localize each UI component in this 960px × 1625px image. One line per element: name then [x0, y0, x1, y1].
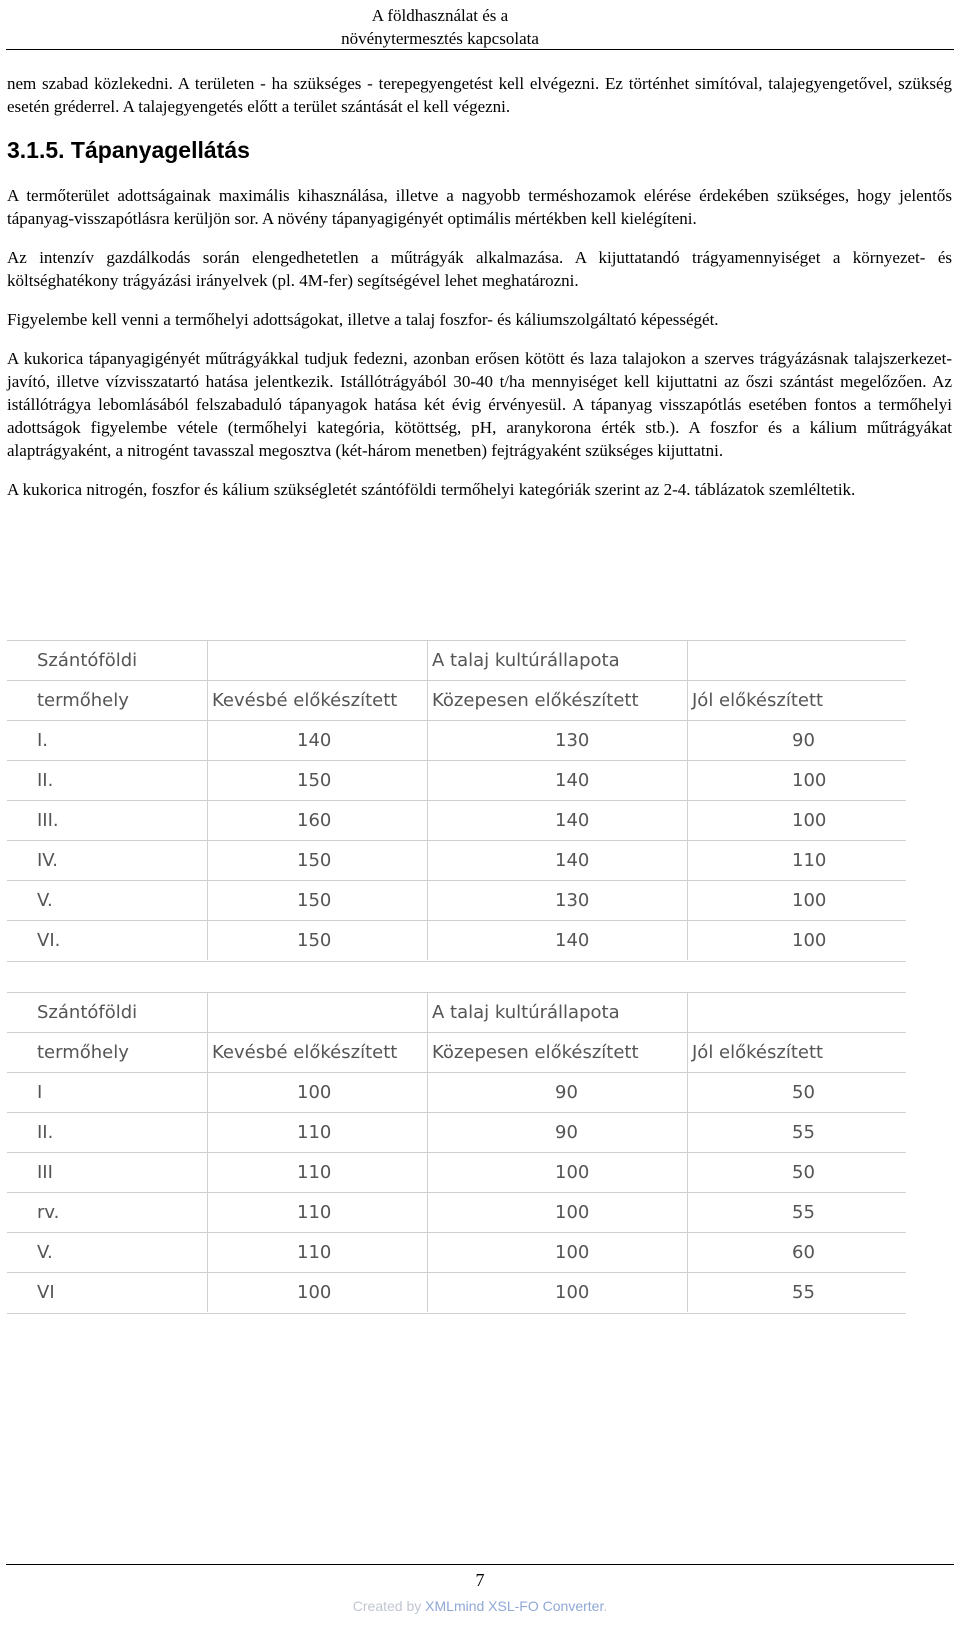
table-cell: 150: [297, 930, 332, 951]
header-cell: Kevésbé előkészített: [212, 690, 398, 711]
table-cell: 90: [555, 1082, 578, 1103]
table-cell: 150: [297, 770, 332, 791]
table-cell: 110: [297, 1122, 332, 1143]
header-cell: Közepesen előkészített: [432, 690, 639, 711]
table-cell: 150: [297, 850, 332, 871]
intro-paragraph: nem szabad közlekedni. A területen - ha szükséges - terepegyengetést kell elvégezni. Ez történhet simítóval, talajegyengetővel, szükség esetén gréderrel. A talajegyengetés előtt a terület szántását el kell végezni.: [7, 74, 952, 116]
table-cell: 50: [792, 1082, 815, 1103]
paragraph-1: A termőterület adottságainak maximális kihasználása, illetve a nagyobb terméshozamok elérése érdekében szükséges, hogy jelentős tápanyag-visszapótlásra kerüljön sor. A növény tápanyagigényét optimális mértékben kell kielégíteni.: [7, 186, 952, 228]
table-cell: 90: [792, 730, 815, 751]
table-cell: 130: [555, 730, 590, 751]
nitrogen-table: [7, 640, 906, 960]
table-row: [7, 1152, 906, 1193]
paragraph-5: A kukorica nitrogén, foszfor és kálium szükségletét szántóföldi termőhelyi kategóriák szerint az 2-4. táblázatok szemléltetik.: [7, 480, 856, 499]
table-cell: II.: [37, 1122, 54, 1143]
table-row: [7, 920, 906, 962]
creator-suffix: .: [603, 1598, 608, 1614]
header-line-2: növénytermesztés kapcsolata: [341, 29, 539, 48]
table-row: [7, 1232, 906, 1273]
page-number: 7: [475, 1570, 485, 1590]
header-line-1: A földhasználat és a: [371, 6, 509, 25]
table-cell: 160: [297, 810, 332, 831]
header-cell: termőhely: [37, 690, 129, 711]
table-cell: 130: [555, 890, 590, 911]
footer-rule: [6, 1564, 954, 1565]
table-cell: IV.: [37, 850, 59, 871]
table-cell: 50: [792, 1162, 815, 1183]
running-header: [310, 4, 570, 50]
table-row: [7, 1112, 906, 1153]
table-cell: I: [37, 1082, 43, 1103]
table-cell: 100: [792, 930, 827, 951]
table-header-row-2: [7, 680, 906, 721]
header-cell: Szántóföldi: [37, 1002, 138, 1023]
header-cell: Jól előkészített: [692, 690, 824, 711]
table-row: [7, 1072, 906, 1113]
table-cell: 55: [792, 1282, 815, 1303]
header-cell: Jól előkészített: [692, 1042, 824, 1063]
table-row: [7, 760, 906, 801]
table-row: [7, 1272, 906, 1314]
table-cell: 110: [297, 1202, 332, 1223]
table-row: [7, 1192, 906, 1233]
table-cell: V.: [37, 890, 53, 911]
table-cell: 100: [555, 1162, 590, 1183]
table-cell: 140: [555, 850, 590, 871]
header-cell: Szántóföldi: [37, 650, 138, 671]
phosphorus-table: [7, 992, 906, 1312]
table-cell: 100: [297, 1082, 332, 1103]
table-row: [7, 800, 906, 841]
table-cell: VI.: [37, 930, 61, 951]
table-cell: II.: [37, 770, 54, 791]
creator-prefix: Created by: [352, 1598, 426, 1614]
table-cell: 110: [792, 850, 827, 871]
table-cell: 60: [792, 1242, 815, 1263]
table-cell: 55: [792, 1202, 815, 1223]
table-cell: 55: [792, 1122, 815, 1143]
table-cell: 100: [555, 1242, 590, 1263]
table-cell: I.: [37, 730, 49, 751]
table-cell: 100: [792, 810, 827, 831]
table-cell: 140: [297, 730, 332, 751]
table-cell: 100: [297, 1282, 332, 1303]
table-row: [7, 720, 906, 761]
table-cell: 100: [555, 1282, 590, 1303]
table-row: [7, 840, 906, 881]
header-cell: termőhely: [37, 1042, 129, 1063]
header-rule: [6, 49, 954, 50]
paragraph-3: Figyelembe kell venni a termőhelyi adottságokat, illetve a talaj foszfor- és káliumszolgáltató képességét.: [7, 310, 719, 329]
table-cell: 110: [297, 1242, 332, 1263]
table-cell: III.: [37, 810, 59, 831]
creator-brand-link[interactable]: XMLmind XSL-FO Converter: [425, 1598, 604, 1614]
table-cell: rv.: [37, 1202, 60, 1223]
header-cell: A talaj kultúrállapota: [432, 650, 620, 671]
table-cell: 100: [792, 890, 827, 911]
table-cell: 150: [297, 890, 332, 911]
table-cell: 90: [555, 1122, 578, 1143]
table-cell: 140: [555, 810, 590, 831]
paragraph-2: Az intenzív gazdálkodás során elengedhetetlen a műtrágyák alkalmazása. A kijuttatandó trágyamennyiséget a környezet- és költséghatékony trágyázási irányelvek (pl. 4M-fer) segítségével lehet meghatározni.: [7, 248, 952, 290]
table-cell: V.: [37, 1242, 53, 1263]
table-cell: 100: [792, 770, 827, 791]
table-row: [7, 880, 906, 921]
table-header-row-1: [7, 640, 906, 681]
header-cell: A talaj kultúrállapota: [432, 1002, 620, 1023]
section-heading: 3.1.5. Tápanyagellátás: [7, 137, 250, 163]
paragraph-4: A kukorica tápanyagigényét műtrágyákkal tudjuk fedezni, azonban erősen kötött és laza talajokon a szerves trágyázásnak talajszerkezet-javító, illetve vízvisszatartó hatása jelentkezik. Istállótrágyából 30-40 t/ha mennyiséget kell kijuttatni az őszi szántást megelőzően. Az istállótrágya lebomlásából felszabaduló tápanyagok hatása két évig érvényesül. A tápanyag visszapótlás esetében fontos a termőhelyi adottságok figyelembe vétele (termőhelyi kategória, kötöttség, pH, aranykorona érték stb.). A foszfor és a kálium műtrágyákat alaptrágyaként, a nitrogént tavasszal megosztva (két-három menetben) fejtrágyaként szükséges kijuttatni.: [7, 349, 952, 460]
table-cell: 100: [555, 1202, 590, 1223]
table-cell: VI: [37, 1282, 55, 1303]
page-content: [7, 72, 952, 517]
table-cell: III: [37, 1162, 53, 1183]
header-cell: Kevésbé előkészített: [212, 1042, 398, 1063]
table-cell: 110: [297, 1162, 332, 1183]
table-cell: 140: [555, 770, 590, 791]
creator-credit: [0, 1598, 960, 1614]
header-cell: Közepesen előkészített: [432, 1042, 639, 1063]
table-header-row-2: [7, 1032, 906, 1073]
table-cell: 140: [555, 930, 590, 951]
table-header-row-1: [7, 992, 906, 1033]
